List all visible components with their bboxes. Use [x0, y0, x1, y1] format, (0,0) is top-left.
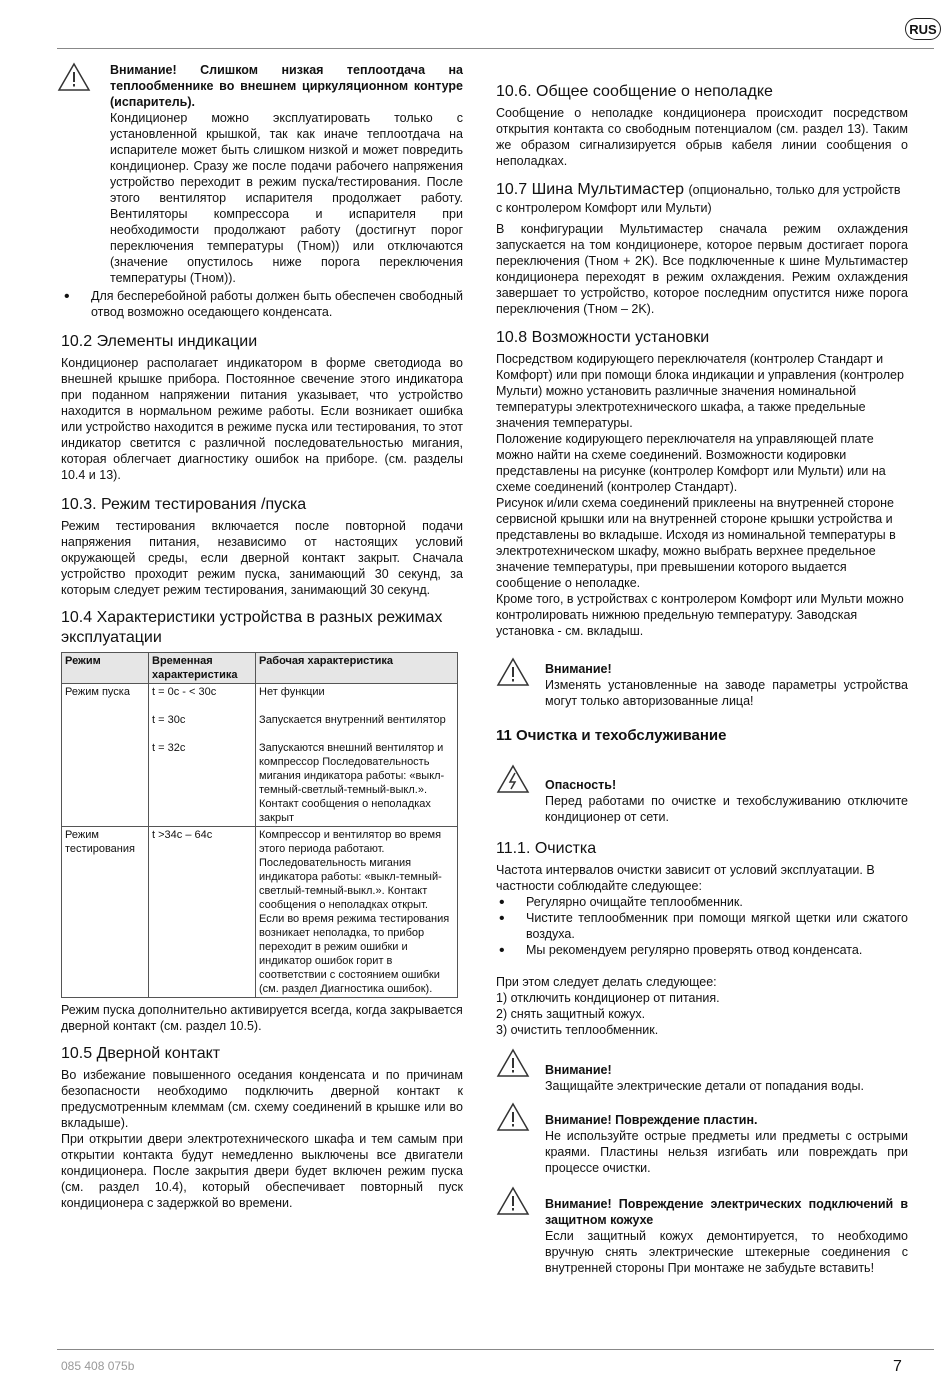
footer-rule	[57, 1349, 934, 1350]
heading-10-5: 10.5 Дверной контакт	[61, 1045, 221, 1062]
warning-text: Изменять установленные на заводе параметры устройства могут только авторизованные лица!	[545, 678, 908, 708]
list-item: 1) отключить кондиционер от питания.	[496, 991, 720, 1005]
cell-mode: Режим тестирования	[62, 827, 149, 998]
heading-11: 11 Очистка и техобслуживание	[496, 727, 727, 744]
bullet-text: Чистите теплообменник при помощи мягкой щетки или сжатого воздуха.	[526, 911, 908, 941]
warning-triangle-icon	[57, 62, 91, 92]
heading-10-4: 10.4 Характеристики устройства в разных режимах эксплуатации	[61, 609, 443, 646]
warning-water	[496, 1048, 908, 1094]
warning-text: Если защитный кожух демонтируется, то необходимо вручную снять электрические штекерные соединения с внутренней стороны При монтаже не забудьте вставить!	[545, 1229, 908, 1275]
document-code: 085 408 075b	[61, 1359, 135, 1373]
danger-title: Опасность!	[545, 778, 617, 792]
page-number: 7	[893, 1358, 902, 1375]
bullet-text: Для бесперебойной работы должен быть обеспечен свободный отвод возможно оседающего конденсата.	[91, 289, 463, 319]
electric-hazard-icon	[496, 764, 530, 794]
text-11-1-intro: Частота интервалов очистки зависит от условий эксплуатации. В частности соблюдайте следующее:	[496, 863, 875, 893]
text-10-6: Сообщение о неполадке кондиционера происходит посредством открытия контакта со свободным потенциалом (см. раздел 13). Таким же образом сигнализируется обрыв кабеля линии сообщения о неполадках.	[496, 106, 908, 168]
right-column	[496, 82, 908, 1276]
warning-electrical-connections	[496, 1186, 908, 1276]
warning-title: Внимание! Повреждение пластин.	[545, 1113, 758, 1127]
text-10-3: Режим тестирования включается после повторной подачи напряжения питания, независимо от настоящих условий окружающей среды, если дверной контакт закрыт. Сначала устройство проходит режим пуска, занимающий 30 секунд, за которым следует режим тестирования, занимающий 30 секунд.	[61, 519, 463, 597]
language-badge: RUS	[905, 18, 941, 40]
cell-desc: Нет функции	[256, 684, 458, 713]
header-rule	[57, 48, 934, 49]
text-10-8-b: Положение кодирующего переключателя на управляющей плате можно найти на схеме соединений. Возможности кодировки представлены на рисунке (контролер Комфорт или Мульти) или на схеме соединений (контролер Стандарт).	[496, 432, 886, 494]
cell-desc: Запускаются внешний вентилятор и компрессор Последовательность мигания индикатора работы: «выкл-темный-светлый-темный-выкл.». Контакт сообщения о неполадках закрыт	[256, 740, 458, 827]
text-10-5-a: Во избежание повышенного оседания конденсата и по причинам безопасности необходимо подключить дверной контакт к предусмотренным клеммам (см. схему соединений в крышке или во вкладыше).	[61, 1068, 463, 1130]
heading-10-8: 10.8 Возможности установки	[496, 329, 710, 346]
warning-factory-settings	[496, 657, 908, 709]
table-row	[62, 712, 458, 740]
warning-text: Кондиционер можно эксплуатировать только с установленной крышкой, так как иначе теплоотдача на испарителе может быть слишком низкой и может повредить кондиционер. Сразу же после подачи рабочего напряжения устройство переходит в режим пуска/тестирования. После этого вентилятор испарителя продолжает работу. Вентиляторы компрессора и испарителя при необходимости продолжают работу (достигнут порог переключения температуры (Tном)) или отключаются (значение опустилось ниже порога переключения температуры (Tном)).	[110, 111, 463, 285]
list-item: 3) очистить теплообменник.	[496, 1023, 659, 1037]
text-10-5-b: При открытии двери электротехнического шкафа и тем самым при открытии контакта будут немедленно выключены все двигатели кондиционера. После закрытия двери будет включен режим пуска (см. раздел 10.4), который обеспечивает повторный пуск кондиционера с задержкой во времени.	[61, 1132, 463, 1210]
danger-text: Перед работами по очистке и техобслуживанию отключите кондиционер от сети.	[545, 794, 908, 824]
warning-triangle-icon	[496, 657, 530, 687]
left-column	[61, 62, 463, 1211]
warning-title: Внимание! Слишком низкая теплоотдача на теплообменнике во внешнем циркуляционном контуре (испаритель).	[110, 63, 463, 109]
bullet-condensate	[61, 288, 463, 320]
table-header-time: Временная характеристика	[149, 653, 256, 684]
mode-characteristics-table	[61, 652, 458, 998]
table-row	[62, 740, 458, 827]
bullet-dot: •	[499, 894, 505, 911]
danger-disconnect	[496, 764, 908, 825]
cell-mode	[62, 712, 149, 740]
text-10-8-a: Посредством кодирующего переключателя (контролер Стандарт и Комфорт) или при помощи блока индикации и управления (контролер Мульти) можно установить различные значения номинальной температуры электротехнического шкафа, а также предельные значения температуры.	[496, 352, 904, 430]
table-header-operation: Рабочая характеристика	[256, 653, 458, 684]
warning-title: Внимание!	[545, 1063, 612, 1077]
cell-time: t >34с – 64с	[149, 827, 256, 998]
heading-11-1: 11.1. Очистка	[496, 840, 597, 857]
text-10-2: Кондиционер располагает индикатором в форме светодиода во внешней крышке прибора. Постоянное свечение этого индикатора при поданном напряжении питания указывает, что устройство находится в нормальном режиме работы. Если возникает ошибка или устройство находится в режиме пуска или тестирования, то этот индикатор светится с различной последовательностью мигания, которая облегчает диагностику ошибок на приборе. (см. разделы 10.4 и 13).	[61, 356, 463, 482]
list-item	[496, 910, 908, 942]
text-10-7: В конфигурации Мультимастер сначала режим охлаждения запускается на том кондиционере, которое первым достигает порога переключения (Tном + 2K). Все подключенные к шине Мультимастер кондиционера переходят в режим охлаждения. Режим охлаждения завершает то устройство, которое последним опустится ниже порога переключения (Tном – 2K).	[496, 222, 908, 316]
heading-10-7	[496, 181, 908, 217]
cell-mode: Режим пуска	[62, 684, 149, 713]
table-row	[62, 684, 458, 713]
table-header-mode: Режим	[62, 653, 149, 684]
table-row	[62, 827, 458, 998]
bullet-dot: •	[499, 942, 505, 959]
cell-desc: Запускается внутренний вентилятор	[256, 712, 458, 740]
bullet-text: Мы рекомендуем регулярно проверять отвод конденсата.	[526, 943, 863, 957]
heading-10-2: 10.2 Элементы индикации	[61, 333, 258, 350]
bullet-dot: •	[499, 910, 505, 927]
warning-triangle-icon	[496, 1102, 530, 1132]
warning-title: Внимание!	[545, 662, 612, 676]
warning-fins	[496, 1102, 908, 1176]
text-steps-intro: При этом следует делать следующее:	[496, 975, 717, 989]
warning-low-heat-transfer	[61, 62, 463, 286]
cell-time: t = 32с	[149, 740, 256, 827]
cell-mode	[62, 740, 149, 827]
cell-time: t = 30с	[149, 712, 256, 740]
warning-triangle-icon	[496, 1048, 530, 1078]
text-10-8-c: Рисунок и/или схема соединений приклеены на внутренней стороне сервисной крышки или на внутренней стороне крышки устройства и представлены во вкладыше. Исходя из номинальной температуры в электротехническом шкафу, можно выбрать верхнее предельное значение температуры, при превышении которого выдается сообщение о неполадке.	[496, 496, 896, 590]
warning-text: Не используйте острые предметы или предметы с острыми краями. Пластины нельзя изгибать или повреждать при процессе очистки.	[545, 1129, 908, 1175]
heading-10-6: 10.6. Общее сообщение о неполадке	[496, 83, 773, 100]
list-item	[496, 942, 908, 958]
bullet-text: Регулярно очищайте теплообменник.	[526, 895, 743, 909]
heading-10-7-title: 10.7 Шина Мультимастер	[496, 181, 685, 198]
cell-time: t = 0с - < 30с	[149, 684, 256, 713]
warning-title: Внимание! Повреждение электрических подключений в защитном кожухе	[545, 1197, 908, 1227]
cell-desc: Компрессор и вентилятор во время этого периода работают. Последовательность мигания индикатора работы: «выкл-темный-светлый-темный-выкл.». Контакт сообщения о неполадках открыт. Если во время режима тестирования возникает неполадка, то прибор переходит в режим ошибки и индикатор ошибок горит в соответствии с состоянием ошибки (см. раздел Диагностика ошибок).	[256, 827, 458, 998]
text-10-8-d: Кроме того, в устройствах с контролером Комфорт или Мульти можно контролировать нижнюю предельную температуру. Заводская установка - см. вкладыш.	[496, 592, 904, 638]
list-item	[496, 894, 908, 910]
heading-10-7-note: (опционально, только для устройств с контролером Комфорт или Мульти)	[496, 183, 901, 215]
text-after-table: Режим пуска дополнительно активируется всегда, когда закрывается дверной контакт (см. раздел 10.5).	[61, 1003, 463, 1033]
heading-10-3: 10.3. Режим тестирования /пуска	[61, 496, 307, 513]
list-item: 2) снять защитный кожух.	[496, 1007, 646, 1021]
bullet-dot: •	[64, 288, 70, 305]
warning-text: Защищайте электрические детали от попадания воды.	[545, 1079, 864, 1093]
warning-triangle-icon	[496, 1186, 530, 1216]
